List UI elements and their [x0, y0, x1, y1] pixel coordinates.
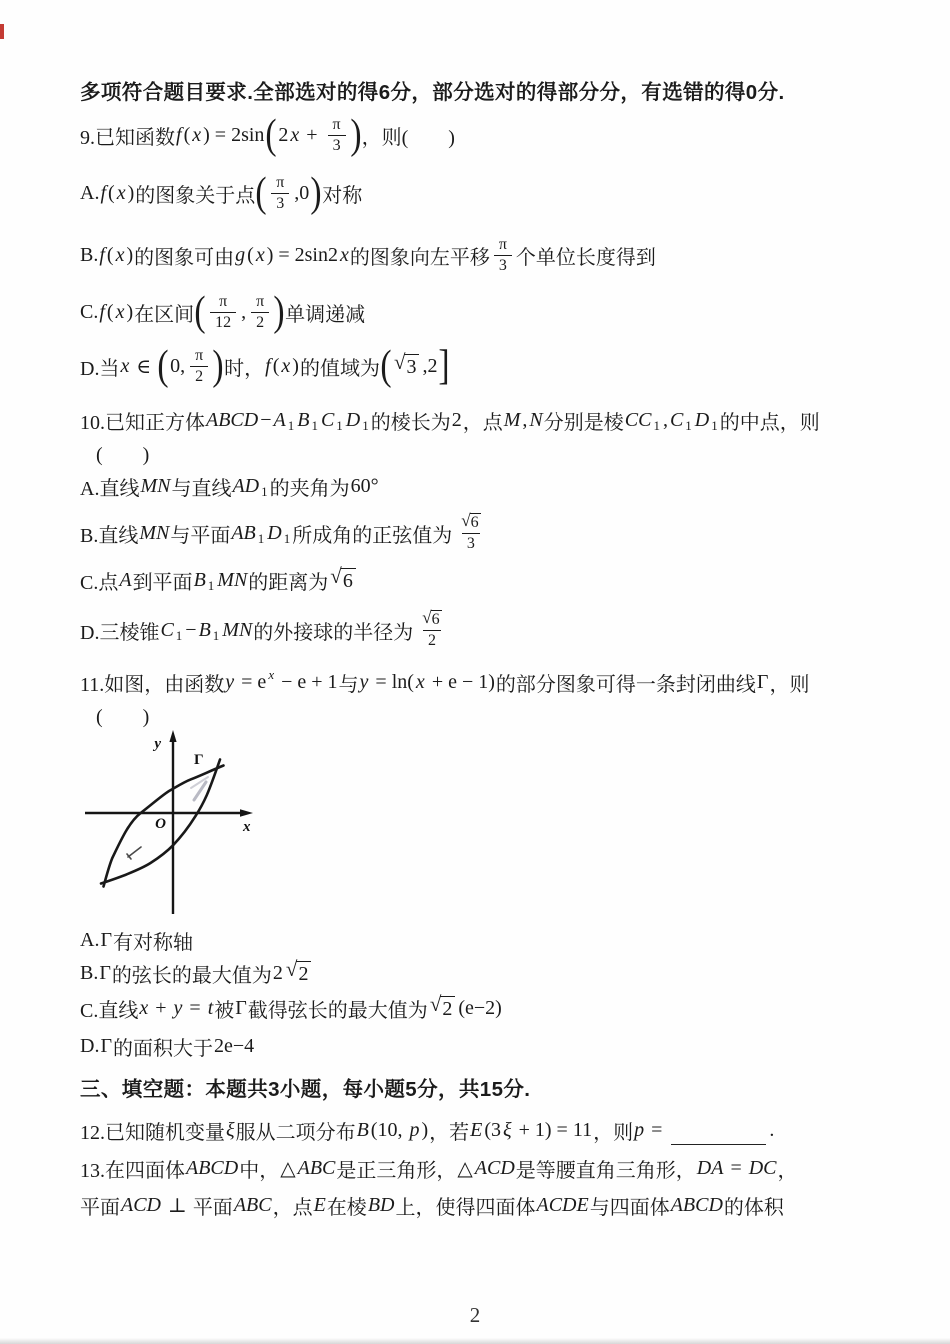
figure-label-gamma: Γ	[194, 752, 204, 768]
question-10-option-c: C.点 A 到平面 B 1 MN 的距离为 √ 6	[80, 563, 358, 597]
question-13-line-2: 平面 ACD ⊥ 平面 ABC ，点 E 在棱 BD 上，使得四面体 ACDE 与四面体 ABCD 的体积	[80, 1193, 784, 1219]
question-9-option-a: A. f ( x ) 的图象关于点 ( $\frac{\pi}{3}$ ,0 ) 对称	[80, 170, 363, 216]
y-axis-arrow	[169, 730, 176, 742]
curve-figure	[73, 718, 273, 918]
scan-red-mark	[0, 24, 4, 39]
pen-tick-mark	[127, 847, 141, 859]
question-13-line-1: 13.在四面体 ABCD 中， △ ABC 是正三角形， △ ACD 是等腰直角三角形， DA = DC ，	[80, 1156, 798, 1182]
question-10-option-d: D.三棱锥 C 1 − B 1 MN 的外接球的半径为 √ 6 2	[80, 608, 440, 649]
question-11-option-a: A. Γ 有对称轴	[80, 928, 194, 954]
figure-label-x: x	[243, 819, 251, 835]
question-10-option-a: A.直线 MN 与直线 AD 1 的夹角为 60°	[80, 474, 379, 500]
scan-bottom-edge	[0, 1338, 950, 1344]
question-11-option-c: C.直线 x + y = t 被 Γ 截得弦长的最大值为 √ 2 (e−2)	[80, 991, 502, 1022]
question-12: 12.已知随机变量 ξ 服从二项分布 B (10, p ) ，若 E (3 ξ + 1) = 11 ，则 p = .	[80, 1118, 775, 1144]
section-3-title: 三、填空题：本题共3小题，每小题5分，共15分.	[80, 1078, 531, 1101]
figure-label-y: y	[154, 736, 161, 752]
question-11-answer-paren: ( )	[96, 705, 150, 728]
question-9-option-b: B. f ( x ) 的图象可由 g ( x ) = 2sin2 x 的图象向左平移 $\frac{\pi}{3}$ 个单位长度得到	[80, 235, 656, 274]
question-10-stem: 10.已知正方体 ABCD − A 1 B 1 C 1 D 1 的棱长为 2 ，点 M , N 分别是棱 CC 1 , C 1 D 1 的中点，则	[80, 408, 820, 434]
question-10-answer-paren: ( )	[96, 443, 150, 466]
page-number: 2	[469, 1303, 481, 1327]
question-9-option-c: C. f ( x ) 在区间 ( $\frac{\pi}{12}$ , $\frac{\pi}{2}$ ) 单调递减	[80, 289, 366, 335]
question-10-option-b: B.直线 MN 与平面 AB 1 D 1 所成角的正弦值为 √ 6 3	[80, 511, 479, 552]
x-axis-arrow	[240, 809, 253, 817]
question-9-stem: 9.已知函数 f ( x ) = 2sin ( 2 x + $\frac{\pi}{3}$ ) ，则( )	[80, 112, 455, 158]
question-11-option-b: B. Γ 的弦长的最大值为 2 √ 2	[80, 956, 313, 990]
section-instructions: 多项符合题目要求.全部选对的得6分，部分选对的得部分分，有选错的得0分.	[80, 81, 785, 104]
figure-label-origin: O	[155, 816, 166, 832]
question-9-option-d: D.当 x ∈ ( 0, $\frac{\pi}{2}$ ) 时， f ( x ) 的值域为 ( √ 3 ,2 ]	[80, 343, 451, 389]
question-11-option-d: D. Γ 的面积大于 2e−4	[80, 1034, 255, 1060]
question-11-stem: 11.如图，由函数 y = e x − e + 1 与 y = ln( x + e − 1) 的部分图象可得一条封闭曲线 Γ ，则	[80, 667, 810, 696]
